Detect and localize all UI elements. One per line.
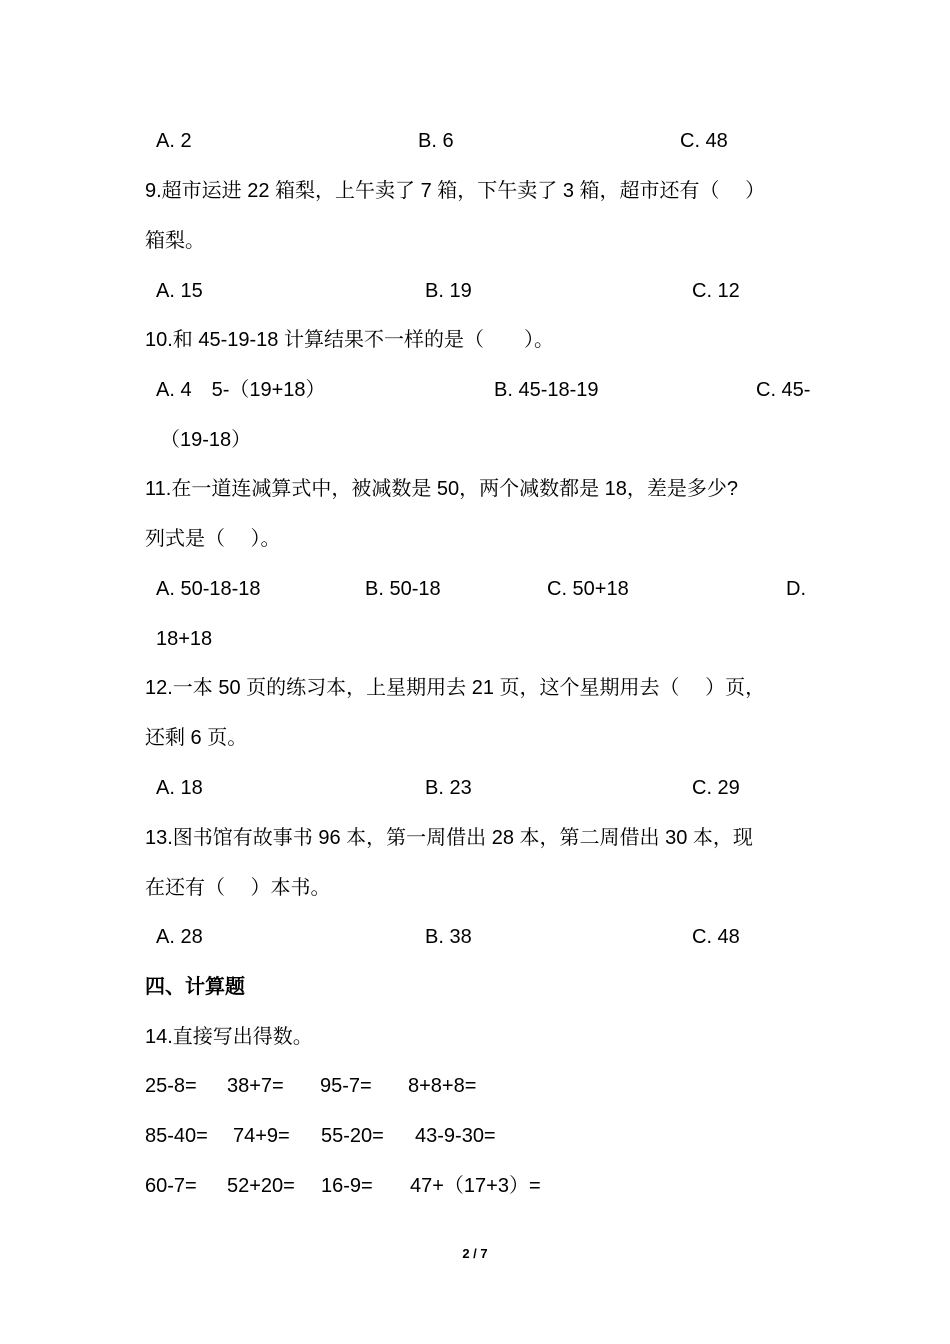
- q9-option-c: C. 12: [692, 280, 740, 302]
- q12-option-a: A. 18: [156, 777, 203, 799]
- q13-option-a: A. 28: [156, 926, 203, 948]
- q8-option-a: A. 2: [156, 130, 192, 152]
- q10-option-b: B. 45-18-19: [494, 379, 599, 401]
- q12-text-line2: 还剩 6 页。: [145, 727, 248, 749]
- calc-item: 60-7=: [145, 1175, 197, 1197]
- section-title: 四、计算题: [145, 976, 245, 998]
- calc-item: 52+20=: [227, 1175, 295, 1197]
- calc-item: 16-9=: [321, 1175, 373, 1197]
- q10-text-line1: 10.和 45-19-18 计算结果不一样的是（ ）。: [145, 329, 554, 351]
- q11-text-line1: 11.在一道连减算式中，被减数是 50，两个减数都是 18，差是多少?: [145, 478, 739, 500]
- q11-text-line2: 列式是（ ）。: [145, 528, 281, 550]
- q8-option-b: B. 6: [418, 130, 454, 152]
- page-number: 2 / 7: [462, 1246, 488, 1261]
- q12-text-line1: 12.一本 50 页的练习本，上星期用去 21 页，这个星期用去（ ）页，: [145, 677, 766, 699]
- calc-item: 55-20=: [321, 1125, 384, 1147]
- calc-item: 47+（17+3）=: [410, 1175, 541, 1197]
- q13-text-line2: 在还有（ ）本书。: [145, 877, 331, 899]
- q12-option-b: B. 23: [425, 777, 472, 799]
- calc-item: 43-9-30=: [415, 1125, 496, 1147]
- q13-text-line1: 13.图书馆有故事书 96 本，第一周借出 28 本，第二周借出 30 本，现: [145, 827, 753, 849]
- calc-item: 38+7=: [227, 1075, 284, 1097]
- q9-option-a: A. 15: [156, 280, 203, 302]
- q12-option-c: C. 29: [692, 777, 740, 799]
- q14-text-line1: 14.直接写出得数。: [145, 1026, 313, 1048]
- q9-text-line1: 9.超市运进 22 箱梨，上午卖了 7 箱，下午卖了 3 箱，超市还有（ ）: [145, 180, 766, 202]
- q9-option-b: B. 19: [425, 280, 472, 302]
- q9-text-line2: 箱梨。: [145, 230, 205, 252]
- calc-item: 74+9=: [233, 1125, 290, 1147]
- calc-item: 95-7=: [320, 1075, 372, 1097]
- calc-item: 85-40=: [145, 1125, 208, 1147]
- q11-option-b: B. 50-18: [365, 578, 441, 600]
- q8-option-c: C. 48: [680, 130, 728, 152]
- calc-item: 8+8+8=: [408, 1075, 477, 1097]
- q11-option-d: D.: [786, 578, 806, 600]
- calc-item: 25-8=: [145, 1075, 197, 1097]
- q10-option-a: A. 4 5-（19+18）: [156, 379, 326, 401]
- q10-option-c: C. 45-: [756, 379, 811, 401]
- q11-option-c: C. 50+18: [547, 578, 629, 600]
- q10-option-c-wrap: （19-18）: [160, 429, 252, 451]
- q11-option-d-wrap: 18+18: [156, 628, 213, 650]
- q11-option-a: A. 50-18-18: [156, 578, 261, 600]
- q13-option-c: C. 48: [692, 926, 740, 948]
- q13-option-b: B. 38: [425, 926, 472, 948]
